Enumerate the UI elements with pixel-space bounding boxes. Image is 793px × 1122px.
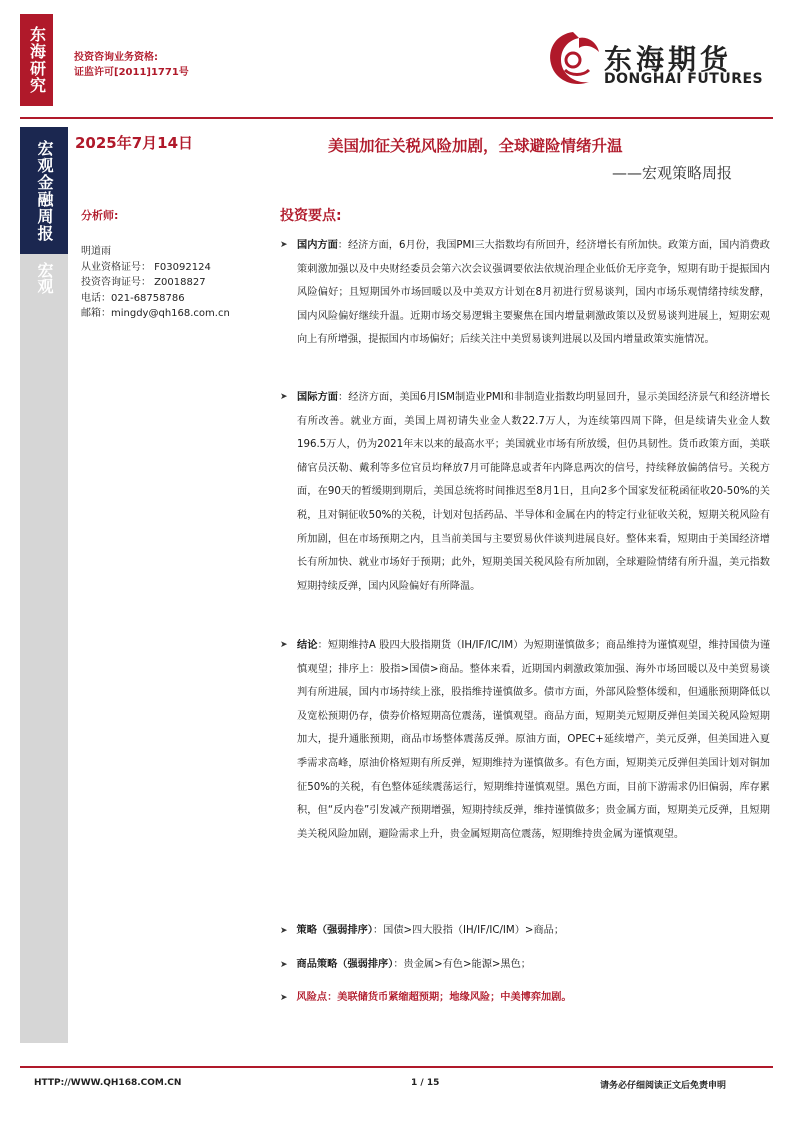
point-label: 国际方面 [297,392,338,403]
report-subtitle: ——宏观策略周报 [612,164,733,182]
header-divider [20,117,773,119]
arrow-bullet-icon: ➤ [280,926,288,936]
point-strategy [280,921,770,936]
sidebar-gray-bar [20,231,68,1043]
point-domestic [280,234,770,352]
point-label: 结论 [297,640,318,651]
footer-url[interactable]: HTTP://WWW.QH168.COM.CN [34,1078,182,1088]
analyst-info [81,244,230,322]
point-conclusion [280,634,770,846]
logo-chinese: 东海期货 [604,43,733,76]
report-date: 2025年7月14日 [75,134,194,152]
brand-box: 东海研究 [20,14,53,106]
analyst-email[interactable]: 邮箱：mingdy@qh168.com.cn [81,308,230,319]
point-text: ：美联储货币紧缩超预期；地缘风险；中美博弈加剧。 [327,992,572,1003]
sidebar-sub-label: 宏观 [35,262,54,294]
arrow-bullet-icon: ➤ [280,993,288,1003]
analyst-name: 明道雨 [81,246,111,257]
point-text: ：国债>四大股指（IH/IF/IC/IM）>商品； [372,925,565,936]
point-label: 商品策略（强弱排序） [296,959,394,970]
point-text: ：经济方面，美国6月ISM制造业PMI和非制造业指数均明显回升，显示美国经济景气和经济增长有所改善。就业方面，美国上周初请失业金人数22.7万人，为连续第四周下降，但是续请失业金人数 196.5万人，仍为2021年末以来的最高水平；美国就业市场有所放缓，但仍具韧性。货币政策方面，美联储官员沃勒、戴利等多位官员均释放7月可能降息或者年内降息两次的信号，持续释放偏鸽信号。关税方面，在90天的暂缓期到期后，美国总统将时间推迟至8月1日，且向2多个国家发征税函征收20-50%的关税，且对铜征收50%的关税，计划对包括药品、半导体和金属在内的特定行业征收关税，短期关税风险有所加剧，但在市场预期之内，且当前美国与主要贸易伙伴谈判进展良好。整体来看，短期由于美国经济增长有所加快、就业市场好于预期；此外，短期美国关税风险有所加剧，全球避险情绪有所升温，美元指数短期持续反弹，国内风险偏好有所降温。 [297,392,771,592]
point-label: 策略（强弱排序） [296,925,373,936]
points-heading: 投资要点: [280,208,342,224]
report-title: 美国加征关税风险加剧，全球避险情绪升温 [328,137,623,155]
qualification [74,50,189,80]
point-text: ：贵金属>有色>能源>黑色； [393,959,531,970]
arrow-bullet-icon: ➤ [280,960,288,970]
qualification-line-2: 证监许可[2011]1771号 [74,67,189,78]
footer-disclaimer: 请务必仔细阅读正文后免责申明 [600,1081,727,1091]
point-text: ：经济方面，6月份，我国PMI三大指数均有所回升，经济增长有所加快。政策方面，国内消费政策刺激加强以及中央财经委员会第六次会议强调要依法依规治理企业低价无序竞争，短期有助于提振国内风险偏好；且短期国外市场回暖以及中美双方计划在8月初进行贸易谈判，国内市场乐观情绪持续发酵，国内风险偏好继续升温。近期市场交易逻辑主要聚焦在国内增量刺激政策以及贸易谈判进展上，短期宏观向上有所增强，提振国内市场偏好；后续关注中美贸易谈判进展以及国内增量政策实施情况。 [297,240,770,346]
analyst-consult-license: 投资咨询证号： Z0018827 [81,277,206,288]
point-label: 风险点 [296,992,328,1003]
analyst-license: 从业资格证号： F03092124 [81,261,211,273]
qualification-line-1: 投资咨询业务资格: [74,52,158,63]
arrow-bullet-icon: ➤ [280,640,288,650]
sidebar-category: 宏观金融周报 [20,127,68,254]
arrow-bullet-icon: ➤ [280,240,288,250]
analyst-phone: 电话：021-68758786 [81,292,185,304]
point-international [280,386,770,598]
logo-english: DONGHAI FUTURES [604,71,764,87]
footer-divider [20,1066,773,1068]
footer-page-number: 1 / 15 [411,1078,440,1088]
point-text: ：短期维持A 股四大股指期货（IH/IF/IC/IM）为短期谨慎做多；商品维持为谨慎观望，维持国债为谨慎观望；排序上：股指>国债>商品。整体来看，近期国内刺激政策加强、海外市场回暖以及中美贸易谈判有所进展，国内市场持续上涨，股指维持谨慎做多。债市方面，外部风险整体缓和，但通胀预期降低以及宽松预期仍存，债券价格短期高位震荡，谨慎观望。商品方面，短期美元短期反弹但美国关税风险短期加大，提升通胀预期，商品市场整体震荡反弹。原油方面，OPEC+延续增产，美元反弹，但美国进入夏季需求高峰，原油价格短期有所反弹，短期维持为谨慎做多。有色方面，短期美元反弹但美国计划对铜加征50%的关税，有色整体延续震荡运行，短期维持谨慎观望。黑色方面，目前下游需求仍旧偏弱，库存累积，但“反内卷”引发减产预期增强，短期持续反弹，维持谨慎做多；贵金属方面，短期美元反弹，且短期美关税风险加剧，避险需求上升，贵金属短期高位震荡，短期维持贵金属为谨慎观望。 [297,640,771,840]
analyst-heading: 分析师: [81,209,119,222]
point-commodity-strategy [280,955,770,970]
arrow-bullet-icon: ➤ [280,392,288,402]
point-label: 国内方面 [297,240,338,251]
sidebar-sub [20,262,68,294]
point-risk [280,988,770,1003]
